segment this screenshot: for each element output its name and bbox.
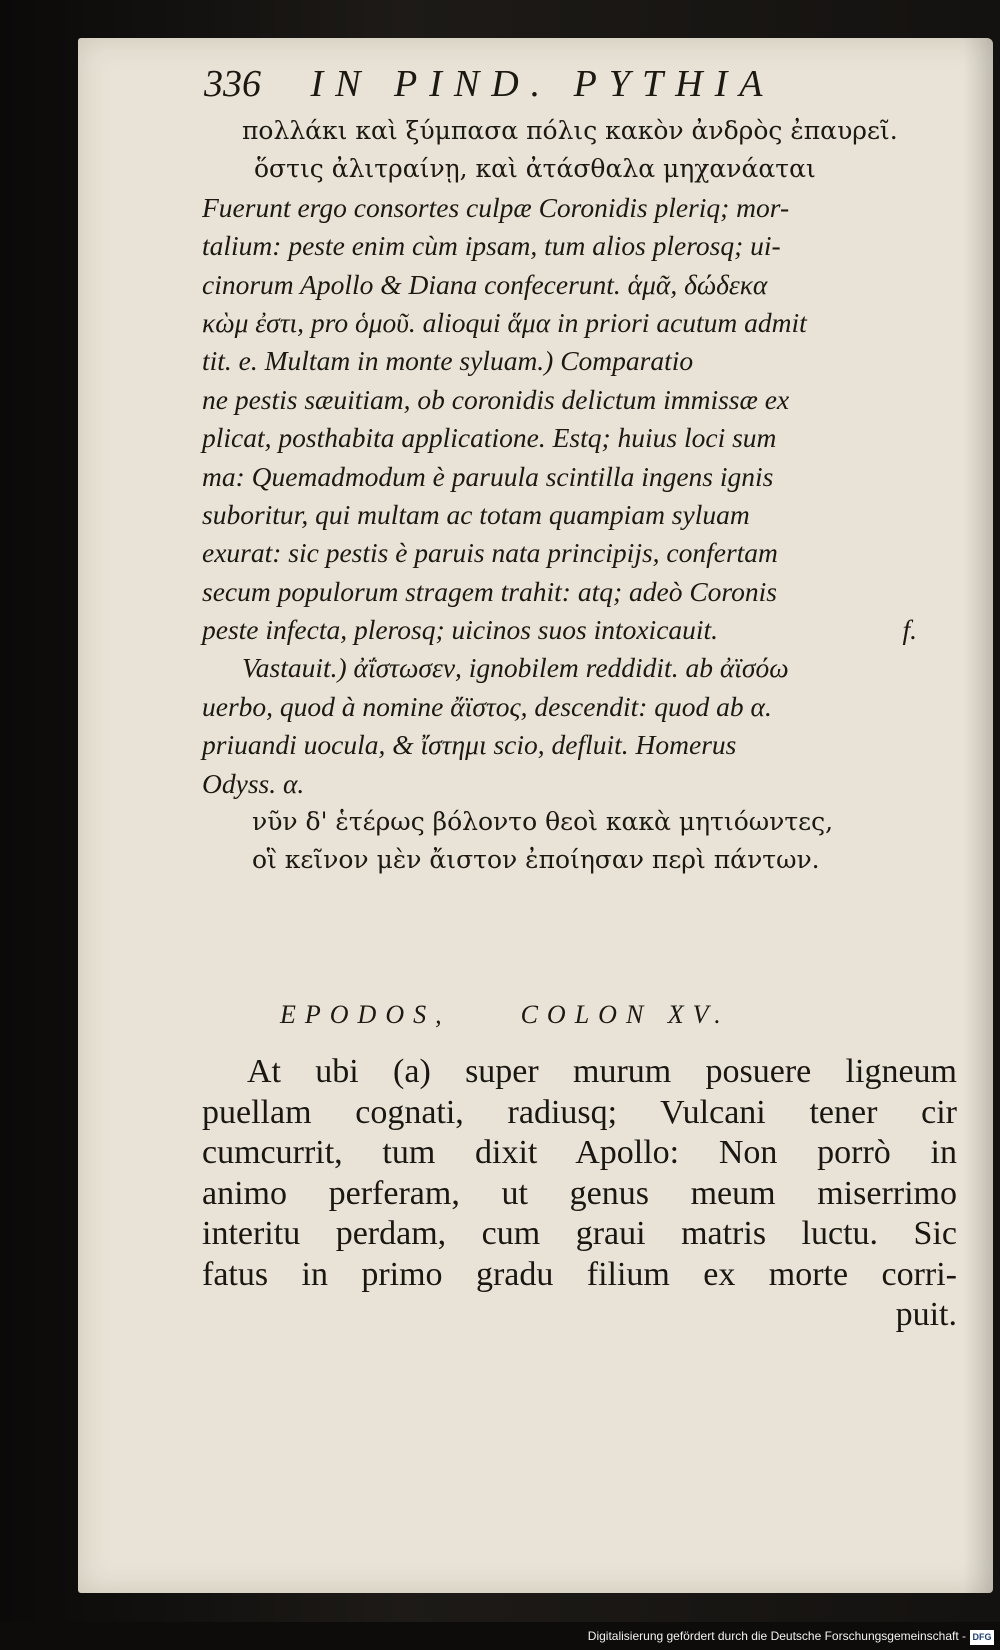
translation-block <box>202 1052 957 1336</box>
commentary-line: κὼμ ἐστι, pro ὁμοῦ. alioqui ἅμα in priori acutum admit <box>202 306 807 338</box>
translation-line: puellam cognati, radiusq; Vulcani tener cir <box>202 1093 957 1131</box>
commentary-line: priuandi uocula, & ἴστημι scio, defluit. Homerus <box>202 729 737 761</box>
greek-verse-line: οἳ κεῖνον μὲν ἄιστον ἐποίησαν περὶ πάντων. <box>252 845 820 875</box>
greek-verse-line: νῦν δ' ἑτέρως βόλοντο θεοὶ κακὰ μητιόωντες, <box>252 807 834 837</box>
footer-credit: Digitalisierung gefördert durch die Deutsche Forschungsgemeinschaft - <box>587 1629 966 1643</box>
footer-bar <box>0 1622 1000 1650</box>
subheading-right: COLON XV. <box>520 1000 730 1029</box>
commentary-block <box>202 112 957 880</box>
translation-line: cumcurrit, tum dixit Apollo: Non porrò in <box>202 1134 957 1171</box>
commentary-line: uerbo, quod à nomine ἄϊστος, descendit: quod ab α. <box>202 690 772 722</box>
commentary-line: Fuerunt ergo consortes culpæ Coronidis pleriq; mor- <box>202 191 790 223</box>
translation-line: interitu perdam, cum graui matris luctu. Sic <box>202 1215 957 1252</box>
translation-line: puit. <box>895 1296 957 1333</box>
dfg-logo[interactable]: DFG <box>970 1630 994 1645</box>
commentary-line: Vastauit.) ἀΐστωσεν, ignobilem reddidit. ab ἀϊσόω <box>242 652 789 684</box>
page-number: 336 <box>204 63 261 105</box>
commentary-line: tit. e. Multam in monte syluam.) Comparatio <box>202 345 694 377</box>
greek-quote-line: πολλάκι καὶ ξύμπασα πόλις κακὸν ἀνδρὸς ἐπαυρεῖ. <box>242 116 898 145</box>
commentary-line: ma: Quemadmodum è paruula scintilla ingens ignis <box>202 460 774 492</box>
commentary-line-text: peste infecta, plerosq; uicinos suos intoxicauit. <box>202 614 719 646</box>
section-subheading <box>280 1000 920 1030</box>
commentary-line: Odyss. α. <box>202 767 305 799</box>
commentary-line: secum populorum stragem trahit: atq; adeò Coronis <box>202 575 777 607</box>
commentary-line: exurat: sic pestis è paruis nata principijs, confertam <box>202 537 778 569</box>
commentary-line: ne pestis sæuitiam, ob coronidis delictum immissæ ex <box>202 383 790 415</box>
commentary-line: cinorum Apollo & Diana confecerunt. ἁμᾶ, δώδεκα <box>202 268 768 300</box>
translation-line: At ubi (a) super murum posuere ligneum <box>247 1053 957 1090</box>
translation-line: fatus in primo gradu filium ex morte corri- <box>202 1255 957 1293</box>
subheading-left: EPODOS, <box>280 1000 451 1029</box>
commentary-line: suboritur, qui multam ac totam quampiam syluam <box>202 498 750 530</box>
running-title: IN PIND. PYTHIA <box>310 63 775 105</box>
greek-quote-line: ὅστις ἀλιτραίνῃ, καὶ ἀτάσθαλα μηχανάαται <box>254 154 816 184</box>
page-edge-shadow <box>963 38 993 1593</box>
commentary-line: plicat, posthabita applicatione. Estq; huius loci sum <box>202 422 777 454</box>
commentary-line: talium: peste enim cùm ipsam, tum alios plerosq; ui- <box>202 230 781 262</box>
running-header <box>204 62 884 106</box>
translation-line: animo perferam, ut genus meum miserrimo <box>202 1174 957 1212</box>
marginal-letter: f. <box>902 614 917 646</box>
commentary-line-with-marginal <box>202 611 957 649</box>
